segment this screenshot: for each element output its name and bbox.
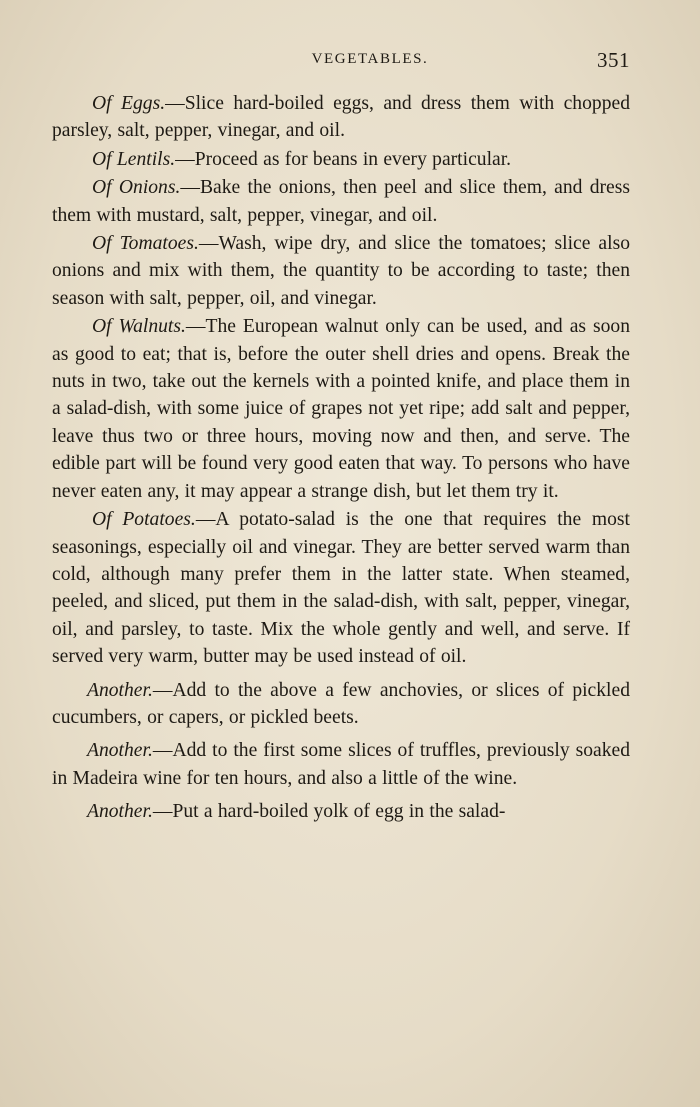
paragraph-eggs: [52, 90, 630, 145]
paragraph-another-2: [52, 737, 630, 792]
paragraph-text: —Slice hard-boiled eggs, and dress them with chopped parsley, salt, pepper, vinegar, and oil.: [52, 93, 630, 142]
paragraph-lead: Of Tomatoes.: [92, 233, 199, 255]
page-number: 351: [597, 48, 630, 72]
paragraph-walnuts: [52, 313, 630, 505]
paragraph-lentils: [52, 146, 630, 173]
paragraph-text: —Add to the above a few anchovies, or slices of pickled cucumbers, or capers, or pickled beets.: [52, 679, 630, 728]
paragraph-text: —Proceed as for beans in every particular.: [175, 148, 512, 170]
paragraph-text: —Put a hard-boiled yolk of egg in the salad-: [152, 801, 506, 823]
running-head: [52, 48, 630, 74]
paragraph-text: —The European walnut only can be used, and as soon as good to eat; that is, before the outer shell dries and opens. Break the nuts in two, take out the kernels with a pointed knife, and place them in a salad-dish, with some juice of grapes not yet ripe; add salt and pepper, leave thus two or three hours, moving now and then, and serve. The edible part will be found very good eaten that way. To persons who have never eaten any, it may appear a strange dish, but let them try it.: [52, 316, 630, 502]
paragraph-lead: Another.: [87, 679, 153, 701]
paragraph-text: —Add to the first some slices of truffles, previously soaked in Madeira wine for ten hours, and also a little of the wine.: [52, 740, 630, 789]
paragraph-lead: Another.: [87, 801, 153, 823]
paragraph-lead: Another.: [87, 740, 153, 762]
paragraph-lead: Of Lentils.: [92, 148, 176, 170]
paragraph-text: —Bake the onions, then peel and slice them, and dress them with mustard, salt, pepper, vinegar, and oil.: [52, 177, 630, 226]
paragraph-tomatoes: [52, 230, 630, 312]
paragraph-lead: Of Potatoes.: [92, 509, 196, 531]
paragraph-potatoes: [52, 506, 630, 670]
paragraph-lead: Of Eggs.: [92, 93, 166, 114]
book-page: [52, 48, 630, 827]
paragraph-another-1: [52, 677, 630, 732]
paragraph-lead: Of Onions.: [92, 177, 181, 199]
paragraph-text: —Wash, wipe dry, and slice the tomatoes; slice also onions and mix with them, the quantity to be according to taste; then season with salt, pepper, oil, and vinegar.: [52, 233, 630, 309]
paragraph-onions: [52, 174, 630, 229]
running-title: VEGETABLES.: [311, 51, 429, 67]
paragraph-text: —A potato-salad is the one that requires the most seasonings, especially oil and vinegar. They are better served warm than cold, although many prefer them in the latter state. When steamed, peeled, and sliced, put them in the salad-dish, with salt, pepper, vinegar, oil, and parsley, to taste. Mix the whole gently and well, and serve. If served very warm, butter may be used instead of oil.: [52, 509, 631, 668]
paragraph-lead: Of Walnuts.: [92, 316, 186, 338]
paragraph-another-3: [52, 798, 630, 825]
